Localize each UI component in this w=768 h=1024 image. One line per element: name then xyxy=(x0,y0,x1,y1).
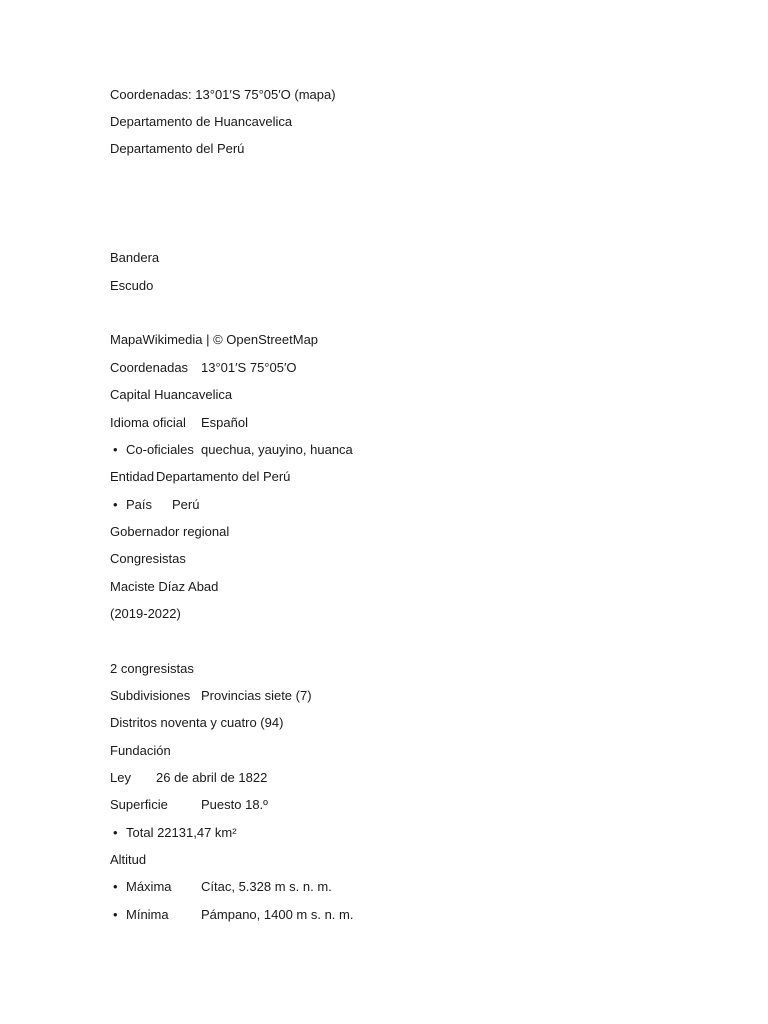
row-altitude: Altitud xyxy=(110,852,147,867)
coordinates-header: Coordenadas: 13°01′S 75°05′O (mapa) xyxy=(110,87,336,102)
row-value: Español xyxy=(201,415,248,430)
bullet-icon: • xyxy=(113,442,118,457)
shield-label: Escudo xyxy=(110,278,154,293)
row-total-area xyxy=(110,825,237,841)
row-label: Entidad xyxy=(110,469,155,484)
row-label: Coordenadas xyxy=(110,360,189,375)
row-value: 26 de abril de 1822 xyxy=(156,770,268,785)
row-label: Superficie xyxy=(110,797,168,812)
row-value: Puesto 18.º xyxy=(201,797,268,812)
map-credit: MapaWikimedia | © OpenStreetMap xyxy=(110,332,319,347)
row-label: Mínima xyxy=(126,907,169,922)
bullet-icon: • xyxy=(113,879,118,894)
document-subtitle: Departamento del Perú xyxy=(110,141,245,156)
row-capital xyxy=(110,387,232,403)
row-official-language xyxy=(110,415,248,431)
row-value: 13°01′S 75°05′O xyxy=(201,360,297,375)
row-coordinates xyxy=(110,360,297,376)
row-subdivisions xyxy=(110,688,312,704)
row-co-official-languages xyxy=(110,442,353,458)
row-value: Perú xyxy=(172,497,200,512)
row-label: Capital xyxy=(110,387,151,402)
row-label: País xyxy=(126,497,153,512)
row-districts: Distritos noventa y cuatro (94) xyxy=(110,715,284,730)
row-label: Ley xyxy=(110,770,131,785)
row-label: Máxima xyxy=(126,879,172,894)
row-max-altitude xyxy=(110,879,332,895)
row-value: Cítac, 5.328 m s. n. m. xyxy=(201,879,332,894)
row-entity xyxy=(110,469,291,485)
row-country xyxy=(110,497,200,513)
row-label: Total 22131,47 km² xyxy=(126,825,237,840)
row-value: Departamento del Perú xyxy=(156,469,291,484)
row-value: Pámpano, 1400 m s. n. m. xyxy=(201,907,354,922)
row-surface xyxy=(110,797,268,813)
row-value: Provincias siete (7) xyxy=(201,688,312,703)
row-foundation: Fundación xyxy=(110,743,171,758)
row-period: (2019-2022) xyxy=(110,606,181,621)
row-label: Idioma oficial xyxy=(110,415,186,430)
flag-label: Bandera xyxy=(110,250,160,265)
document-title: Departamento de Huancavelica xyxy=(110,114,293,129)
bullet-icon: • xyxy=(113,497,118,512)
row-two-congress-members: 2 congresistas xyxy=(110,661,194,676)
row-value: quechua, yauyino, huanca xyxy=(201,442,353,457)
row-congress-members: Congresistas xyxy=(110,551,186,566)
row-value: Huancavelica xyxy=(154,387,233,402)
row-law xyxy=(110,770,268,786)
bullet-icon: • xyxy=(113,825,118,840)
row-min-altitude xyxy=(110,907,354,923)
row-label: Co-oficiales xyxy=(126,442,194,457)
row-regional-governor: Gobernador regional xyxy=(110,524,230,539)
row-maciste: Maciste Díaz Abad xyxy=(110,579,219,594)
row-label: Subdivisiones xyxy=(110,688,191,703)
bullet-icon: • xyxy=(113,907,118,922)
